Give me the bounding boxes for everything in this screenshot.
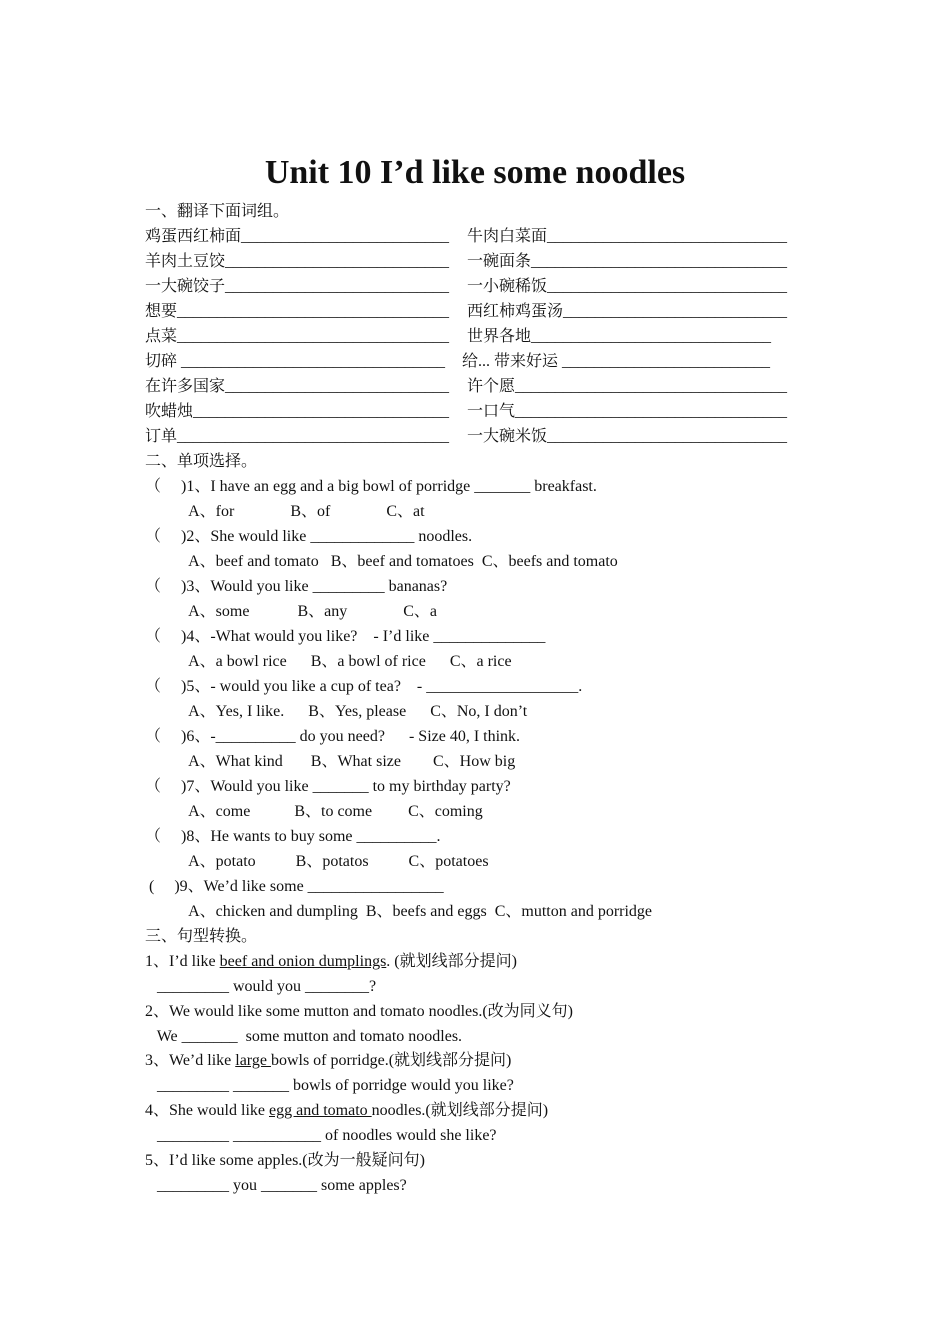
- options-line: A、beef and tomato B、beef and tomatoes C、beefs and tomato: [145, 553, 618, 570]
- phrase-left: 鸡蛋西红柿面__________________________: [145, 228, 450, 245]
- answer-line-5: _________ you _______ some apples?: [145, 1177, 407, 1194]
- phrase-right: 给... 带来好运 __________________________: [462, 353, 771, 370]
- options-line: A、come B、to come C、coming: [145, 803, 483, 820]
- section1-heading: 一、翻译下面词组。: [145, 203, 290, 220]
- options-line: A、some B、any C、a: [145, 603, 437, 620]
- underlined-phrase: egg and tomato: [269, 1102, 372, 1119]
- question-line: ( )9、We’d like some _________________: [145, 878, 444, 895]
- answer-line-3: _________ _______ bowls of porridge would you like?: [145, 1077, 514, 1094]
- section3-heading: 三、句型转换。: [145, 928, 258, 945]
- question-instruction: bowls of porridge.(就划线部分提问): [270, 1052, 512, 1069]
- underlined-phrase: beef and onion dumplings: [219, 953, 387, 970]
- phrase-right: 一口气__________________________________: [467, 403, 788, 420]
- transform-question-1: [145, 951, 517, 973]
- question-line: （ )6、-__________ do you need? - Size 40, I think.: [145, 728, 521, 745]
- question-line: （ )3、Would you like _________ bananas?: [145, 578, 448, 595]
- phrase-left: 一大碗饺子____________________________: [145, 278, 450, 295]
- options-line: A、chicken and dumpling B、beefs and eggs C、mutton and porridge: [145, 903, 653, 920]
- phrase-right: 牛肉白菜面______________________________: [467, 228, 788, 245]
- transform-question-3: [145, 1050, 511, 1072]
- question-line: （ )1、I have an egg and a big bowl of porridge _______ breakfast.: [145, 478, 597, 495]
- question-text: 3、We’d like: [145, 1052, 236, 1069]
- phrase-right: 一大碗米饭______________________________: [467, 428, 788, 445]
- phrase-left: 在许多国家____________________________: [145, 378, 450, 395]
- question-line: （ )5、- would you like a cup of tea? - ___________________.: [145, 678, 583, 695]
- transform-question-5: 5、I’d like some apples.(改为一般疑问句): [145, 1152, 425, 1169]
- question-text: 1、I’d like: [145, 953, 220, 970]
- question-line: （ )8、He wants to buy some __________.: [145, 828, 441, 845]
- page-title: Unit 10 I’d like some noodles: [264, 154, 686, 191]
- underlined-phrase: large: [235, 1052, 271, 1069]
- answer-line-4: _________ ___________ of noodles would she like?: [145, 1127, 497, 1144]
- options-line: A、Yes, I like. B、Yes, please C、No, I don’t: [145, 703, 528, 720]
- question-instruction: . (就划线部分提问): [386, 953, 517, 970]
- section2-heading: 二、单项选择。: [145, 453, 258, 470]
- transform-question-4: [145, 1100, 548, 1122]
- phrase-left: 切碎 _________________________________: [145, 353, 446, 370]
- options-line: A、a bowl rice B、a bowl of rice C、a rice: [145, 653, 512, 670]
- answer-line-1: _________ would you ________?: [145, 978, 377, 995]
- options-line: A、potato B、potatos C、potatoes: [145, 853, 489, 870]
- answer-line-2: We _______ some mutton and tomato noodles.: [145, 1028, 463, 1045]
- question-line: （ )7、Would you like _______ to my birthday party?: [145, 778, 511, 795]
- options-line: A、for B、of C、at: [145, 503, 425, 520]
- question-line: （ )4、-What would you like? - I’d like ______________: [145, 628, 546, 645]
- phrase-right: 一小碗稀饭______________________________: [467, 278, 788, 295]
- phrase-right: 西红柿鸡蛋汤____________________________: [467, 303, 788, 320]
- phrase-left: 订单__________________________________: [145, 428, 450, 445]
- transform-question-2: 2、We would like some mutton and tomato noodles.(改为同义句): [145, 1003, 573, 1020]
- question-text: 4、She would like: [145, 1102, 269, 1119]
- phrase-right: 许个愿__________________________________: [467, 378, 788, 395]
- options-line: A、What kind B、What size C、How big: [145, 753, 516, 770]
- phrase-left: 羊肉土豆饺____________________________: [145, 253, 450, 270]
- phrase-right: 一碗面条________________________________: [467, 253, 788, 270]
- phrase-left: 点菜__________________________________: [145, 328, 450, 345]
- question-line: （ )2、She would like _____________ noodles.: [145, 528, 473, 545]
- phrase-left: 吹蜡烛________________________________: [145, 403, 450, 420]
- phrase-right: 世界各地______________________________: [467, 328, 772, 345]
- phrase-left: 想要__________________________________: [145, 303, 450, 320]
- question-instruction: noodles.(就划线部分提问): [371, 1102, 549, 1119]
